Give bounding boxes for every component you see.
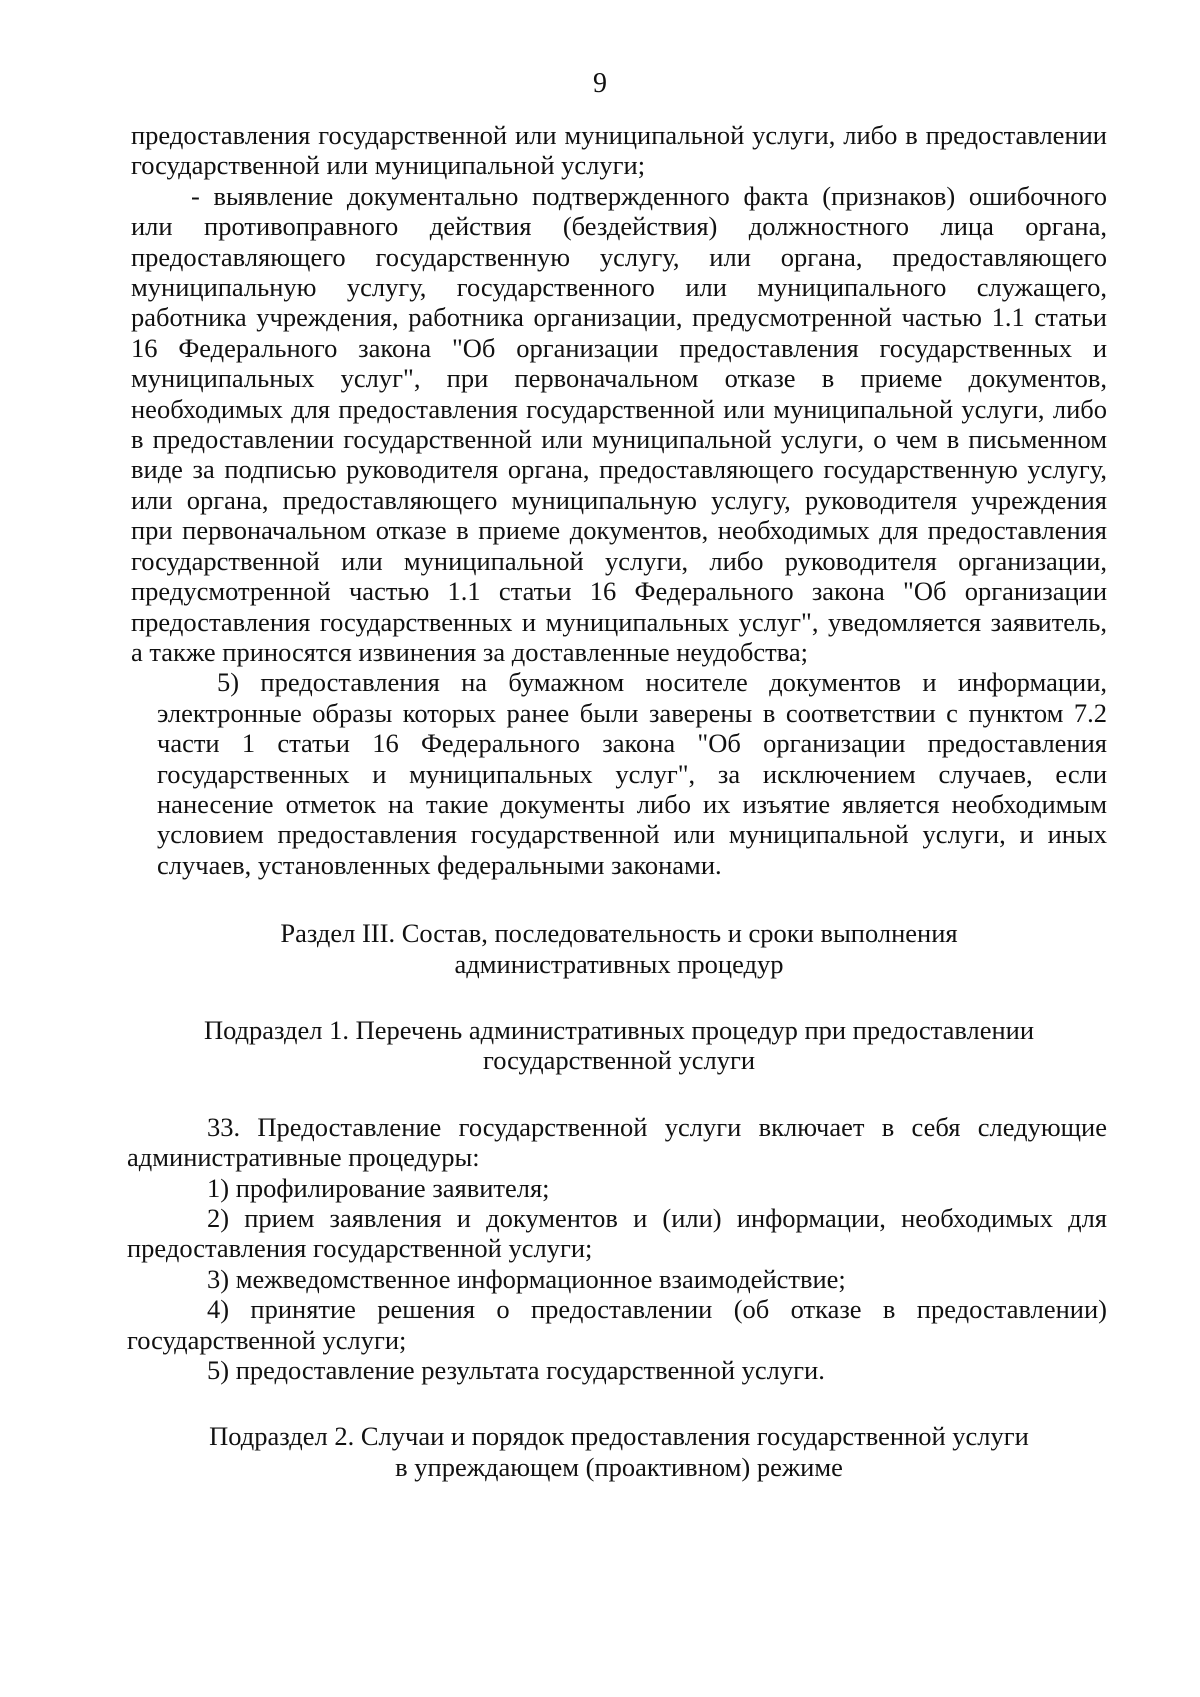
clause-33-intro: 33. Предоставление государственной услуги включает в себя следующие административные процедуры: [127,1111,1107,1173]
subsection-2-heading [131,1421,1107,1482]
subsection-2-heading-line2: в упреждающем (проактивном) режиме [395,1451,843,1482]
clause-33-item: 1) профилирование заявителя; [207,1172,550,1203]
clause-33-item: 2) прием заявления и документов и (или) информации, необходимых для предоставления государственной услуги; [127,1203,1107,1264]
subsection-1-heading [131,1015,1107,1076]
section-heading [131,918,1107,979]
section-heading-line1: Раздел III. Состав, последовательность и сроки выполнения [280,918,958,949]
clause-33-item: 3) межведомственное информационное взаимодействие; [207,1263,846,1294]
subsection-1-heading-line1: Подраздел 1. Перечень административных процедур при предоставлении [203,1014,1035,1045]
page-number: 9 [593,68,607,99]
clause-33-item: 4) принятие решения о предоставлении (об отказе в предоставлении) государственной услуги; [127,1294,1107,1355]
paragraph-dash-item: - выявление документально подтвержденного факта (признаков) ошибочного или противоправного действия (бездействия) должностного лица органа, предоставляющего государственную услугу, или органа, предоставляющего муниципальную услугу, государственного или муниципального служащего, работника учреждения, работника организации, предусмотренной частью 1.1 статьи 16 Федерального закона "Об организации предоставления государственных и муниципальных услуг", при первоначальном отказе в приеме документов, необходимых для предоставления государственной или муниципальной услуги, либо в предоставлении государственной или муниципальной услуги, о чем в письменном виде за подписью руководителя органа, предоставляющего государственную услугу, или органа, предоставляющего муниципальную услугу, руководителя учреждения при первоначальном отказе в приеме документов, необходимых для предоставления государственной или муниципальной услуги, либо руководителя организации, предусмотренной частью 1.1 статьи 16 Федерального закона "Об организации предоставления государственных и муниципальных услуг", уведомляется заявитель, а также приносятся извинения за доставленные неудобства; [131,180,1107,667]
subsection-1-heading-line2: государственной услуги [482,1045,756,1076]
clause-33 [127,1112,1107,1386]
document-body [127,120,1107,1482]
clause-33-item: 5) предоставление результата государственной услуги. [207,1355,825,1386]
subsection-2-heading-line1: Подраздел 2. Случаи и порядок предоставления государственной услуги [209,1421,1029,1452]
paragraph-continuation: предоставления государственной или муниципальной услуги, либо в предоставлении государственной или муниципальной услуги; [131,120,1107,181]
paragraph-item-5: 5) предоставления на бумажном носителе документов и информации, электронные образы которых ранее были заверены в соответствии с пунктом 7.2 части 1 статьи 16 Федерального закона "Об организации предоставления государственных и муниципальных услуг", за исключением случаев, если нанесение отметок на такие документы либо их изъятие является необходимым условием предоставления государственной или муниципальной услуги, и иных случаев, установленных федеральными законами. [157,667,1107,880]
section-heading-line2: административных процедур [454,948,784,979]
